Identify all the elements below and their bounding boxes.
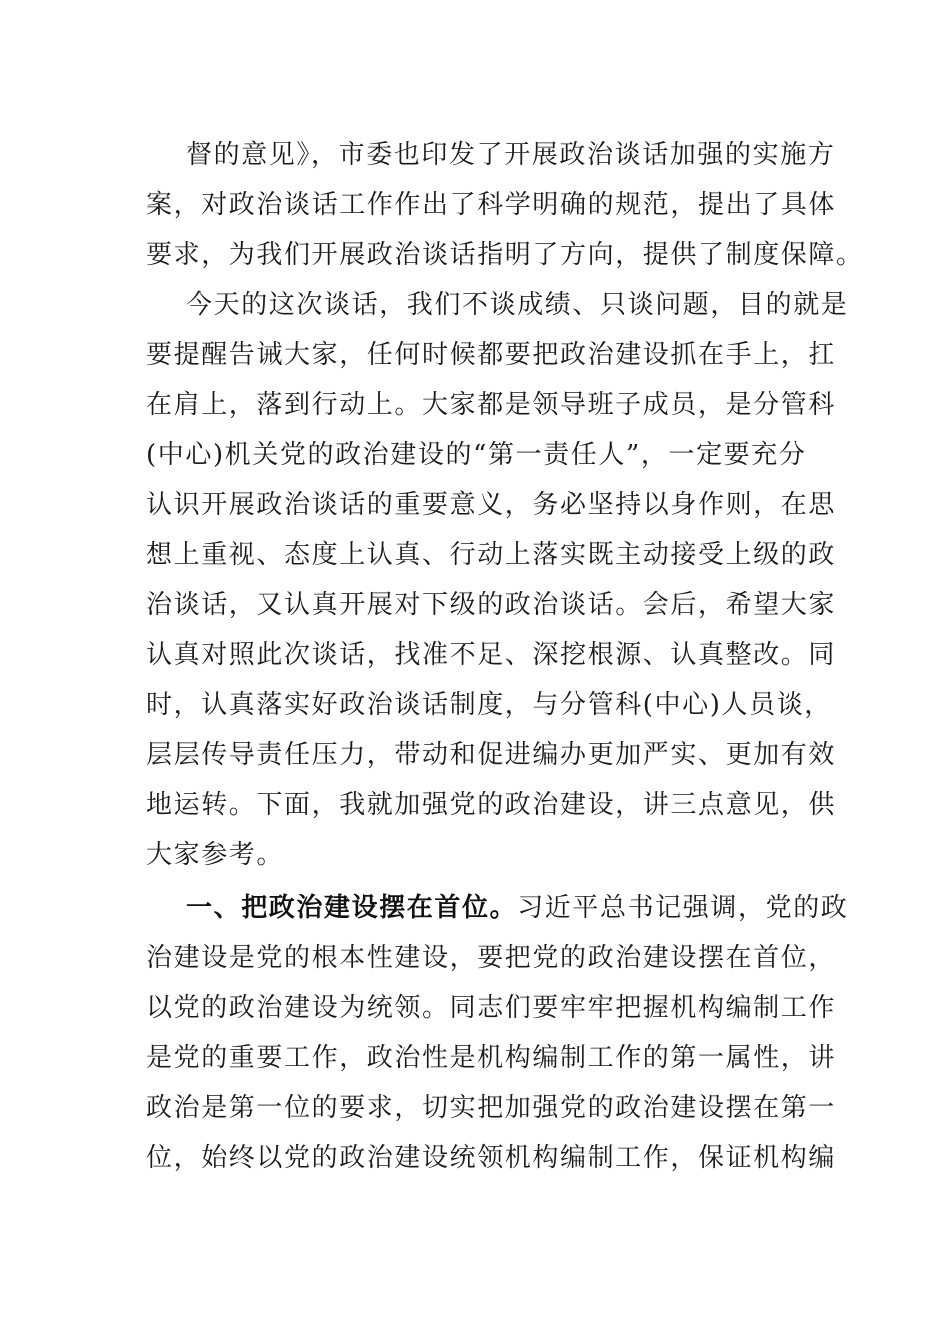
text-line: 以党的政治建设为统领。同志们要牢牢把握机构编制工作 bbox=[146, 993, 837, 1023]
text-line: 位，始终以党的政治建设统领机构编制工作，保证机构编 bbox=[146, 1143, 837, 1173]
text-line: 在肩上，落到行动上。大家都是领导班子成员，是分管科 bbox=[146, 390, 837, 420]
section-text: 习近平总书记强调，党的政 bbox=[517, 893, 849, 923]
text-line: 督的意见》，市委也印发了开展政治谈话加强的实施方 bbox=[186, 140, 836, 170]
text-line: 治建设是党的根本性建设，要把党的政治建设摆在首位， bbox=[146, 943, 837, 973]
text-line: 大家参考。 bbox=[146, 840, 285, 870]
section-heading: 一、把政治建设摆在首位。 bbox=[186, 893, 518, 923]
text-line: 今天的这次谈话，我们不谈成绩、只谈问题，目的就是 bbox=[186, 290, 849, 320]
text-line: 治谈话，又认真开展对下级的政治谈话。会后，希望大家 bbox=[146, 590, 837, 620]
text-line: 要提醒告诫大家，任何时候都要把政治建设抓在手上，扛 bbox=[146, 340, 837, 370]
text-line: 地运转。下面，我就加强党的政治建设，讲三点意见，供 bbox=[146, 790, 837, 820]
text-line: 时，认真落实好政治谈话制度，与分管科(中心)人员谈， bbox=[146, 690, 832, 720]
text-line: 层层传导责任压力，带动和促进编办更加严实、更加有效 bbox=[146, 740, 837, 770]
text-line: 案，对政治谈话工作作出了科学明确的规范，提出了具体 bbox=[146, 190, 837, 220]
section-first-line bbox=[186, 893, 848, 923]
text-line: 是党的重要工作，政治性是机构编制工作的第一属性，讲 bbox=[146, 1043, 837, 1073]
text-line: 政治是第一位的要求，切实把加强党的政治建设摆在第一 bbox=[146, 1093, 837, 1123]
text-line: 要求，为我们开展政治谈话指明了方向，提供了制度保障。 bbox=[146, 240, 864, 270]
text-line: 认真对照此次谈话，找准不足、深挖根源、认真整改。同 bbox=[146, 640, 837, 670]
text-line: (中心)机关党的政治建设的“第一责任人”，一定要充分 bbox=[146, 440, 807, 470]
text-line: 想上重视、态度上认真、行动上落实既主动接受上级的政 bbox=[146, 540, 837, 570]
text-line: 认识开展政治谈话的重要意义，务必坚持以身作则，在思 bbox=[146, 490, 837, 520]
